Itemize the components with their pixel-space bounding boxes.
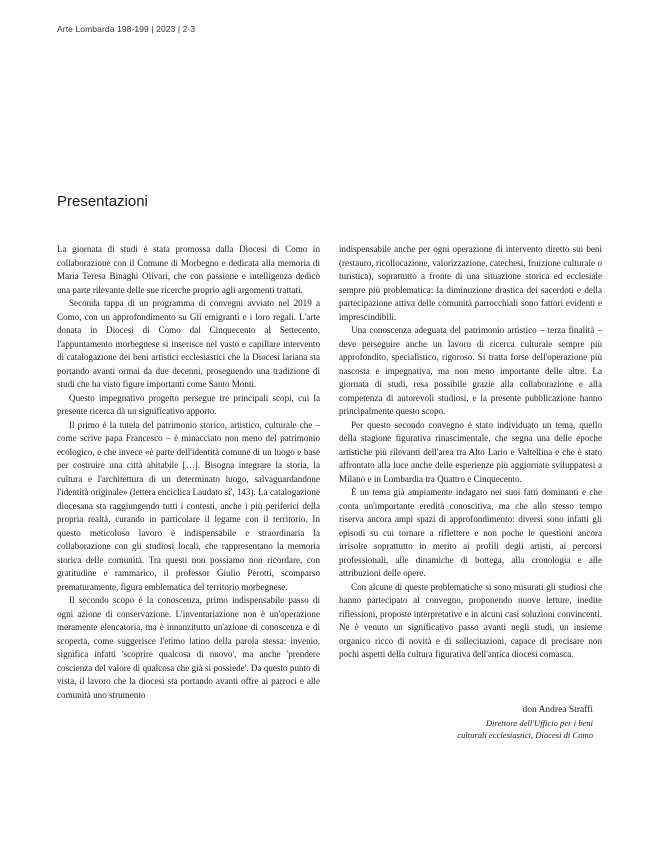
signature-role: culturali ecclesiastici, Diocesi di Como: [457, 730, 593, 740]
signature-block: [457, 703, 593, 741]
text-column-left: [57, 243, 320, 702]
paragraph: È un tema già ampiamente indagato nei suoi fatti dominanti e che conta un'importante eredità conoscitiva, ma che allo stesso tempo riserva ancora ampi spazi di approfondimento: diversi sono infatti gli episodi su cui tornare a riflettere e non poche le questioni ancora irrisolte soprattutto in merito ai profili degli artisti, ai percorsi professionali, alle dinamiche di bottega, alla cronologia e alle attribuzioni delle opere.: [339, 487, 602, 578]
paragraph: La giornata di studi è stata promossa dalla Diocesi di Como in collaborazione con il Comune di Morbegno e dedicata alla memoria di Maria Teresa Binaghi Olivari, che con passione e intelligenza dedicò una parte rilevante delle sue ricerche proprio agli argomenti trattati.: [57, 244, 320, 295]
paragraph: Con alcune di queste problematiche si sono misurati gli studiosi che hanno partecipato al convegno, proponendo nuove letture, inedite riflessioni, proposte interpretative e in alcuni casi soluzioni convincenti. Ne è venuto un significativo passo avanti negli studi, un insieme organico ricco di novità e di sollecitazioni, capace di precisare non pochi aspetti della cultura figurativa dell'antica diocesi comasca.: [339, 581, 602, 659]
running-head: Arte Lombarda 198-199 | 2023 | 2-3: [57, 24, 196, 34]
paragraph: Questo impegnativo progetto persegue tre principali scopi, cui la presente ricerca dà un significativo apporto.: [57, 392, 320, 416]
paragraph: Il secondo scopo è la conoscenza, primo indispensabile passo di ogni azione di conservazione. L'inventariazione non è un'operazione meramente elencatoria, ma è innanzitutto un'azione di conoscenza e di scoperta, come suggerisce l'etimo latino della parola stessa: invenio, significa infatti 'scoprire qualcosa di nuovo', ma anche 'prendere coscienza del valore di qualcosa che già si possiede'. Da questo punto di vista, il lavoro che la diocesi sta portando avanti offre ai parroci e alle comunità uno strumento: [57, 595, 320, 700]
paragraph: Per questo secondo convegno è stato individuato un tema, quello della stagione figurativa rinascimentale, che segna una delle epoche artistiche più rilevanti dell'area tra Alto Lario e Valtellina e che è stato affrontato alla luce anche delle esperienze più aggiornate sviluppatesi a Milano e in Lombardia tra Quattro e Cinquecento.: [339, 419, 602, 484]
signature-name: don Andrea Straffi: [522, 705, 593, 715]
signature-role: Direttore dell'Ufficio per i beni: [485, 718, 593, 728]
section-title: Presentazioni: [57, 193, 148, 210]
paragraph: Una conoscenza adeguata del patrimonio artistico – terza finalità – deve perseguire anche un lavoro di ricerca culturale sempre più approfondito, specialistico, rigoroso. Si tratta forse dell'operazione più nascosta e impegnativa, ma non meno importante delle altre. La giornata di studi, resa possibile grazie alla collaborazione e alla competenza di autorevoli studiosi, e la presente pubblicazione hanno principalmente questo scopo.: [339, 325, 602, 416]
paragraph: Il primo è la tutela del patrimonio storico, artistico, culturale che – come scrive papa Francesco – è minacciato non meno del patrimonio ecologico, e che invece «è parte dell'identità comune di un luogo e base per costruire una città abitabile […]. Bisogna integrare la storia, la cultura e l'architettura di un determinato luogo, salvaguardandone l'identità originale» (lettera enciclica Laudato si', 143). La catalogazione diocesana sta raggiungendo tutti i contesti, anche i più periferici della propria realtà, curando in particolare il legame con il territorio. In questo meticoloso lavoro è indispensabile e straordinaria la collaborazione con gli studiosi locali, che rappresentano la memoria storica delle comunità. Tra questi non possiamo non ricordare, con gratitudine e rammarico, il professor Giulio Perotti, scomparso prematuramente, figura emblematica del territorio morbegnese.: [57, 419, 320, 592]
paragraph: Seconda tappa di un programma di convegni avviato nel 2019 a Como, con un approfondimento su Gli emigranti e i loro regali. L'arte donata in Diocesi di Como dal Cinquecento al Settecento, l'appuntamento morbegnese si inserisce nel vasto e capillare intervento di catalogazione dei beni artistici ecclesiastici che la Diocesi lariana sta portando avanti ormai da due decenni, proseguendo una tradizione di studi che ha visto figure importanti come Santo Monti.: [57, 298, 320, 389]
text-column-right: [339, 243, 602, 662]
paragraph: indispensabile anche per ogni operazione di intervento diretto sui beni (restauro, ricollocazione, valorizzazione, catechesi, fruizione culturale o turistica), soprattutto a fronte di una situazione storica ed ecclesiale sempre più problematica: la diminuzione drastica dei sacerdoti e della partecipazione attiva delle comunità parrocchiali sono fattori evidenti e imprescindibili.: [339, 244, 602, 322]
